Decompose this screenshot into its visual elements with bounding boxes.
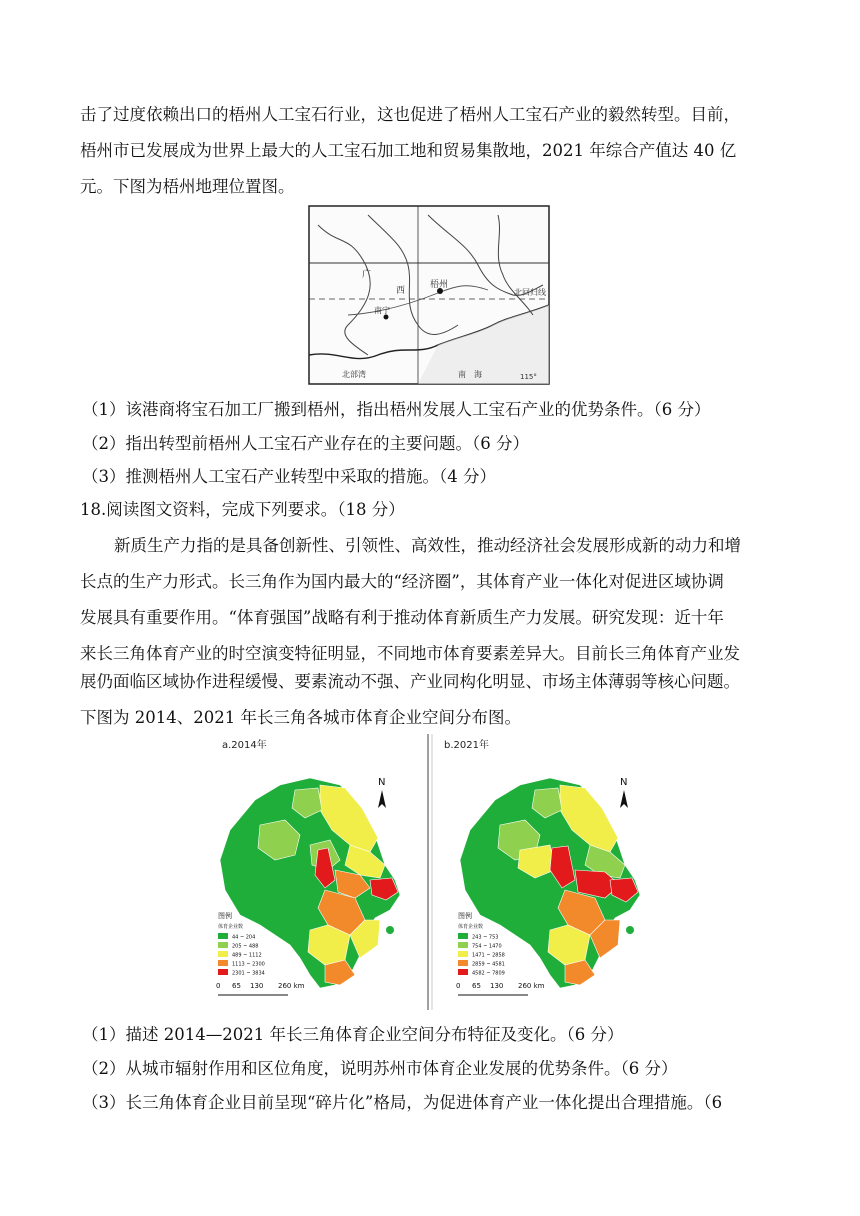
legend-swatch	[218, 942, 228, 948]
q18-heading: 18.阅读图文资料，完成下列要求。（18 分）	[80, 500, 405, 519]
svg-text:65: 65	[232, 982, 241, 990]
map2-left-title: a.2014年	[222, 740, 267, 751]
q18-question-3: （3）长三角体育企业目前呈现“碎片化”格局，为促进体育产业一体化提出合理措施。（6	[82, 1093, 723, 1112]
map1-label-lon: 115°	[520, 373, 537, 381]
map1-label-gulf: 北部湾	[342, 370, 366, 379]
legend-label: 754 ~ 1470	[472, 943, 502, 950]
q18-paragraph-line-4: 来长三角体育产业的时空演变特征明显，不同地市体育要素差异大。目前长三角体育产业发	[80, 644, 740, 663]
svg-text:260 km: 260 km	[518, 982, 545, 990]
q18-question-1: （1）描述 2014—2021 年长三角体育企业空间分布特征及变化。（6 分）	[82, 1025, 624, 1044]
q17-question-2: （2）指出转型前梧州人工宝石产业存在的主要问题。（6 分）	[82, 434, 529, 453]
legend-swatch	[458, 969, 468, 975]
map1-label-tropic: 北回归线	[514, 288, 546, 297]
svg-text:图例: 图例	[458, 912, 472, 920]
legend-swatch	[218, 969, 228, 975]
q17-question-1: （1）该港商将宝石加工厂搬到梧州，指出梧州发展人工宝石产业的优势条件。（6 分）	[82, 400, 711, 419]
q18-paragraph-line-2: 长点的生产力形式。长三角作为国内最大的“经济圈”，其体育产业一体化对促进区域协调	[80, 572, 724, 591]
legend-label: 2859 ~ 4581	[472, 961, 505, 968]
map1-label-nanning: 南宁	[374, 306, 390, 315]
q18-paragraph-line-1: 新质生产力指的是具备创新性、引领性、高效性，推动经济社会发展形成新的动力和增	[114, 536, 741, 555]
map1-label-xi: 西	[396, 286, 406, 296]
legend-swatch	[458, 933, 468, 939]
svg-text:65: 65	[472, 982, 481, 990]
map1-label-sea: 南 海	[458, 370, 482, 379]
svg-text:N: N	[378, 777, 386, 788]
legend-label: 1471 ~ 2858	[472, 952, 505, 959]
svg-text:0: 0	[216, 982, 221, 990]
intro-line-2: 梧州市已发展成为世界上最大的人工宝石加工地和贸易集散地，2021 年综合产值达 40 亿	[80, 141, 737, 160]
legend-label: 4582 ~ 7809	[472, 970, 505, 977]
svg-text:130: 130	[250, 982, 264, 990]
legend-swatch	[458, 942, 468, 948]
svg-text:N: N	[620, 777, 628, 788]
q18-paragraph-line-5: 展仍面临区域协作进程缓慢、要素流动不强、产业同构化明显、市场主体薄弱等核心问题。	[80, 672, 740, 691]
legend-label: 489 ~ 1112	[232, 952, 262, 959]
svg-text:260 km: 260 km	[278, 982, 305, 990]
legend-swatch	[218, 951, 228, 957]
legend-label: 1113 ~ 2300	[232, 961, 265, 968]
svg-text:体育企业数: 体育企业数	[218, 924, 244, 930]
legend-swatch	[218, 960, 228, 966]
legend-label: 205 ~ 488	[232, 943, 259, 950]
intro-line-1: 击了过度依赖出口的梧州人工宝石行业，这也促进了梧州人工宝石产业的毅然转型。目前，	[80, 105, 740, 124]
legend-label: 243 ~ 753	[472, 934, 499, 941]
wuzhou-location-map	[308, 205, 550, 385]
legend-label: 2301 ~ 3834	[232, 970, 265, 977]
legend-swatch	[218, 933, 228, 939]
svg-text:0: 0	[456, 982, 461, 990]
q17-question-3: （3）推测梧州人工宝石产业转型中采取的措施。（4 分）	[82, 467, 496, 486]
q18-question-2: （2）从城市辐射作用和区位角度，说明苏州市体育企业发展的优势条件。（6 分）	[82, 1059, 678, 1078]
yangtze-delta-sports-map	[200, 730, 662, 1012]
map2-right-title: b.2021年	[444, 740, 489, 751]
q18-paragraph-line-6: 下图为 2014、2021 年长三角各城市体育企业空间分布图。	[80, 708, 521, 727]
legend-label: 44 ~ 204	[232, 934, 256, 941]
svg-text:图例: 图例	[218, 912, 232, 920]
intro-line-3: 元。下图为梧州地理位置图。	[80, 177, 295, 196]
q18-paragraph-line-3: 发展具有重要作用。“体育强国”战略有利于推动体育新质生产力发展。研究发现：近十年	[80, 608, 724, 627]
svg-text:130: 130	[490, 982, 504, 990]
map1-label-wuzhou: 梧州	[430, 280, 449, 290]
legend-swatch	[458, 951, 468, 957]
legend-swatch	[458, 960, 468, 966]
map1-label-guang: 广	[362, 270, 372, 280]
svg-text:体育企业数: 体育企业数	[458, 924, 484, 930]
